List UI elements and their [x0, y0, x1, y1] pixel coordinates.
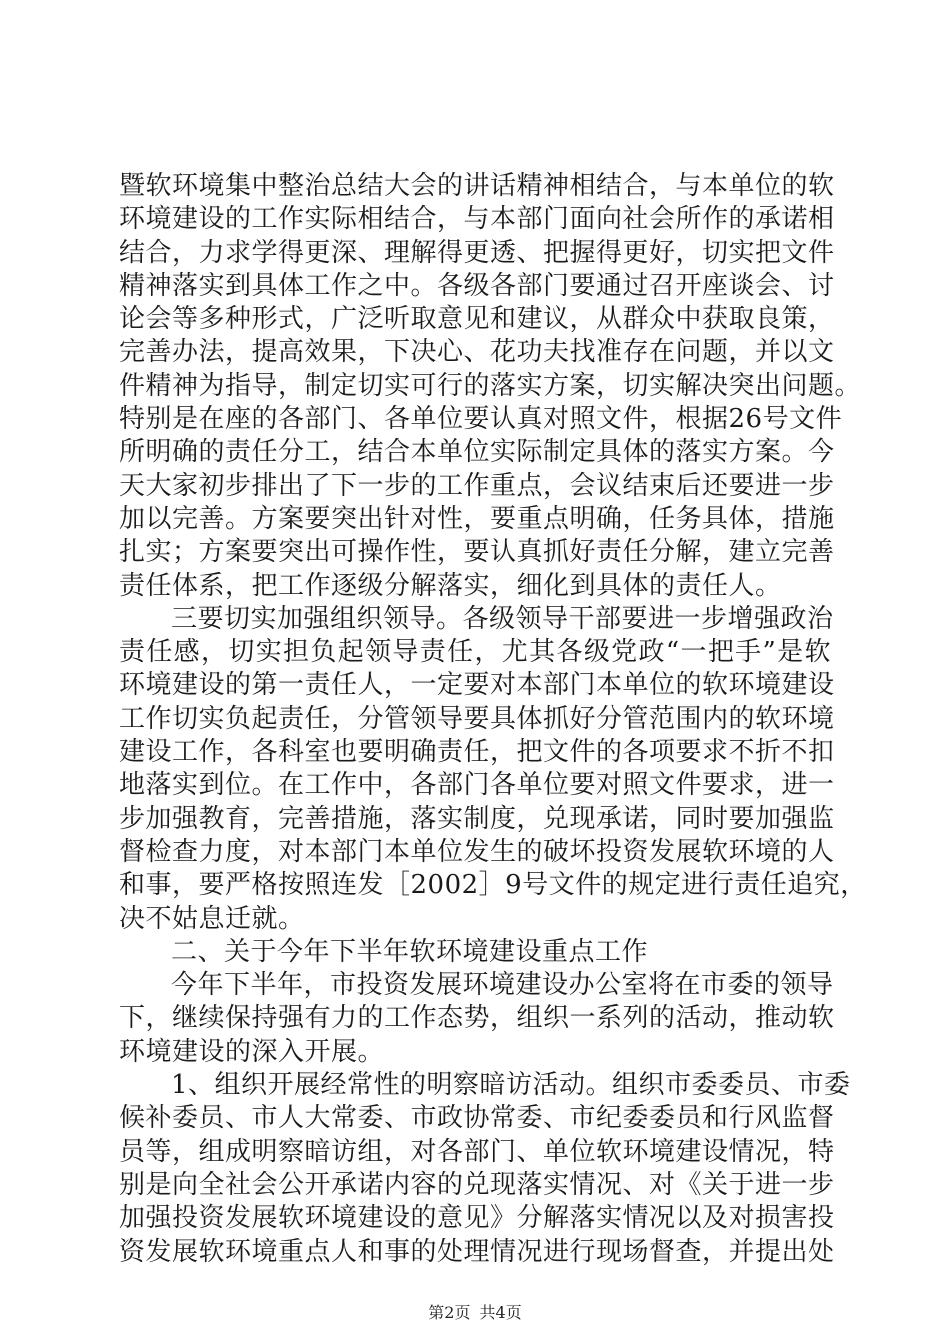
page-total: 共4页	[479, 1303, 522, 1322]
text-line: 环境建设的深入开展。	[119, 1036, 385, 1067]
text-line: 暨软环境集中整治总结大会的讲话精神相结合，与本单位的软	[119, 171, 835, 201]
text-line: 和事，要严格按照连发［2002］9号文件的规定进行责任追究，	[119, 870, 867, 901]
text-line: 天大家初步排出了下一步的工作重点，会议结束后还要进一步	[119, 470, 835, 501]
text-line: 决不姑息迁就。	[119, 903, 305, 934]
text-line: 件精神为指导，制定切实可行的落实方案，切实解决突出问题。	[119, 370, 862, 401]
text-line: 环境建设的第一责任人，一定要对本部门本单位的软环境建设	[119, 670, 835, 701]
text-line: 责任体系，把工作逐级分解落实，细化到具体的责任人。	[119, 570, 782, 601]
text-line: 精神落实到具体工作之中。各级各部门要通过召开座谈会、讨	[119, 270, 835, 301]
text-line: 加以完善。方案要突出针对性，要重点明确，任务具体，措施	[119, 503, 835, 534]
text-line: 步加强教育，完善措施，落实制度，兑现承诺，同时要加强监	[119, 803, 835, 834]
text-line: 1、组织开展经常性的明察暗访活动。组织市委委员、市委	[171, 1070, 851, 1101]
text-line: 特别是在座的各部门、各单位要认真对照文件，根据26号文件	[119, 404, 843, 435]
text-line: 今年下半年，市投资发展环境建设办公室将在市委的领导	[171, 970, 834, 1001]
text-line: 地落实到位。在工作中，各部门各单位要对照文件要求，进一	[119, 770, 835, 801]
text-line: 责任感，切实担负起领导责任，尤其各级党政“一把手”是软	[119, 637, 831, 668]
section-heading: 二、关于今年下半年软环境建设重点工作	[171, 936, 649, 967]
page-number: 第2页	[428, 1303, 471, 1322]
text-line: 别是向全社会公开承诺内容的兑现落实情况、对《关于进一步	[119, 1169, 835, 1200]
text-line: 建设工作，各科室也要明确责任，把文件的各项要求不折不扣	[119, 737, 835, 768]
text-line: 扎实；方案要突出可操作性，要认真抓好责任分解，建立完善	[119, 537, 835, 568]
text-line: 论会等多种形式，广泛听取意见和建议，从群众中获取良策，	[119, 304, 835, 335]
text-line: 工作切实负起责任，分管领导要具体抓好分管范围内的软环境	[119, 703, 835, 734]
text-line: 所明确的责任分工，结合本单位实际制定具体的落实方案。今	[119, 437, 835, 468]
text-line: 候补委员、市人大常委、市政协常委、市纪委委员和行风监督	[119, 1103, 835, 1134]
text-line: 督检查力度，对本部门本单位发生的破坏投资发展软环境的人	[119, 836, 835, 867]
text-line: 员等，组成明察暗访组，对各部门、单位软环境建设情况，特	[119, 1136, 835, 1167]
text-line: 环境建设的工作实际相结合，与本部门面向社会所作的承诺相	[119, 204, 835, 235]
text-line: 下，继续保持强有力的工作态势，组织一系列的活动，推动软	[119, 1003, 835, 1034]
text-line: 结合，力求学得更深、理解得更透、把握得更好，切实把文件	[119, 237, 835, 268]
text-line: 资发展软环境重点人和事的处理情况进行现场督查，并提出处	[119, 1236, 835, 1267]
text-line: 加强投资发展软环境建设的意见》分解落实情况以及对损害投	[119, 1203, 835, 1234]
page-footer	[0, 1300, 950, 1323]
document-body	[119, 170, 867, 1269]
text-line: 三要切实加强组织领导。各级领导干部要进一步增强政治	[171, 603, 834, 634]
text-line: 完善办法，提高效果，下决心、花功夫找准存在问题，并以文	[119, 337, 835, 368]
